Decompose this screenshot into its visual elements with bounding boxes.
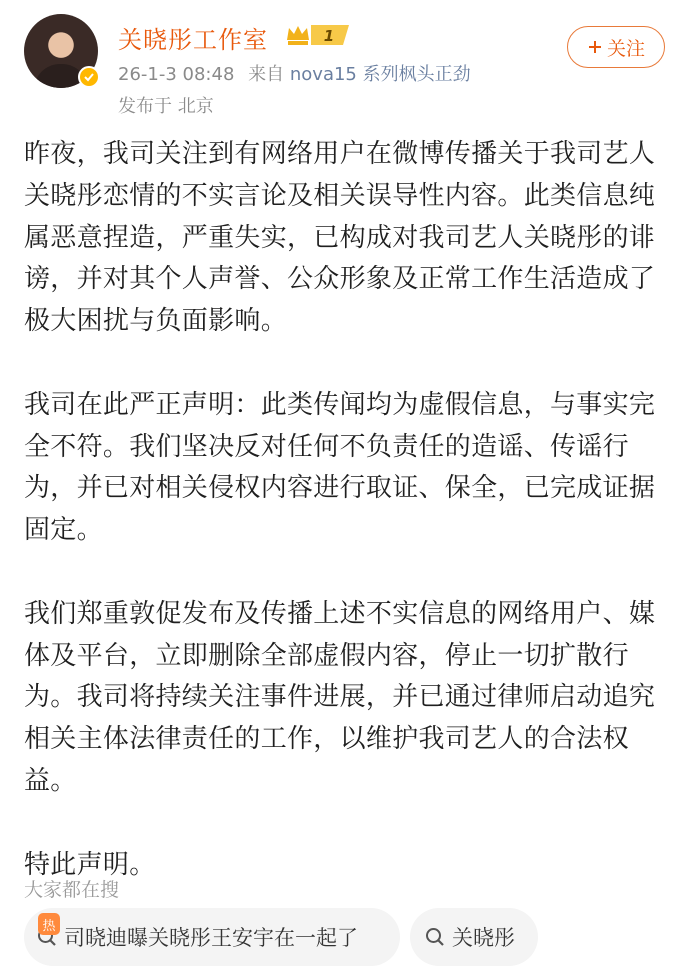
post-paragraph: 昨夜，我司关注到有网络用户在微博传播关于我司艺人关晓彤恋情的不实言论及相关误导性内容。此类信息纯属恶意捏造，严重失实，已构成对我司艺人关晓彤的诽谤，并对其个人声誉、公众形象及正常工作生活造成了极大困扰与负面影响。 bbox=[24, 139, 656, 337]
post-header bbox=[0, 0, 690, 125]
post-paragraph: 特此声明。 bbox=[24, 849, 156, 880]
search-icon bbox=[424, 926, 446, 948]
post-body bbox=[24, 134, 674, 886]
vip-badge-icon[interactable] bbox=[285, 22, 351, 48]
post-meta bbox=[118, 60, 471, 86]
post-location: 发布于 北京 bbox=[118, 96, 214, 117]
post-timestamp: 26-1-3 08:48 bbox=[118, 64, 235, 85]
post-paragraph: 我们郑重敦促发布及传播上述不实信息的网络用户、媒体及平台，立即删除全部虚假内容，停止一切扩散行为。我司将持续关注事件进展，并已通过律师启动追究相关主体法律责任的工作，以维护我司艺人的合法权益。 bbox=[24, 598, 656, 796]
follow-label: 关注 bbox=[606, 37, 645, 60]
trending-search-chip[interactable] bbox=[24, 908, 400, 966]
trending-search-title: 大家都在搜 bbox=[24, 879, 120, 901]
device-link[interactable]: nova15 系列枫头正劲 bbox=[289, 64, 471, 85]
trending-search-label: 司晓迪曝关晓彤王安宇在一起了 bbox=[64, 926, 358, 950]
trending-search-chip[interactable] bbox=[410, 908, 538, 966]
author-name[interactable]: 关晓彤工作室 bbox=[118, 26, 268, 54]
post-paragraph: 我司在此严正声明：此类传闻均为虚假信息，与事实完全不符。我们坚决反对任何不负责任的造谣、传谣行为，并已对相关侵权内容进行取证、保全，已完成证据固定。 bbox=[24, 389, 656, 546]
plus-icon bbox=[587, 39, 603, 55]
verified-icon bbox=[78, 66, 100, 88]
vip-level: 1 bbox=[323, 27, 335, 45]
hot-badge: 热 bbox=[38, 913, 60, 935]
follow-button[interactable] bbox=[567, 26, 665, 68]
trending-search-label: 关晓彤 bbox=[452, 926, 515, 950]
source-prefix: 来自 bbox=[248, 64, 285, 85]
